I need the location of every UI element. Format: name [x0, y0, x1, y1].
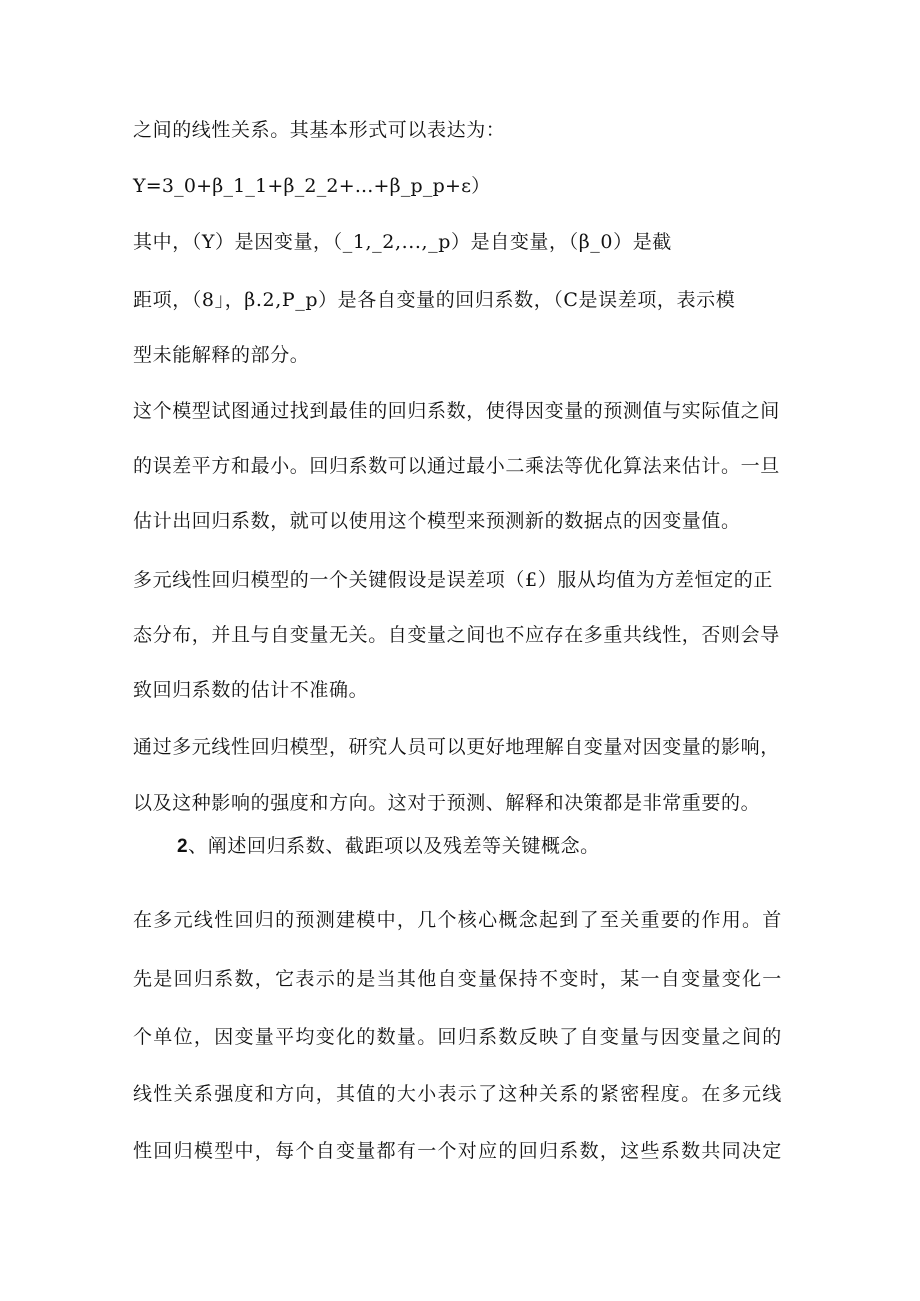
paragraph-line: 个单位，因变量平均变化的数量。回归系数反映了自变量与因变量之间的 — [133, 1026, 783, 1048]
formula-line: Y=3_0+β_1_1+β_2_2+...+β_p_p+ε） — [133, 175, 491, 197]
section-heading — [177, 833, 600, 860]
paragraph-line: 的误差平方和最小。回归系数可以通过最小二乘法等优化算法来估计。一旦 — [133, 455, 780, 477]
paragraph-line: 距项，（8」，β.2,P_p）是各自变量的回归系数，（C是误差项，表示模 — [133, 289, 736, 311]
paragraph-line: 在多元线性回归的预测建模中，几个核心概念起到了至关重要的作用。首 — [133, 909, 783, 931]
paragraph-line: 以及这种影响的强度和方向。这对于预测、解释和决策都是非常重要的。 — [133, 792, 761, 814]
paragraph-line: 估计出回归系数，就可以使用这个模型来预测新的数据点的因变量值。 — [133, 510, 741, 532]
paragraph-line: 性回归模型中，每个自变量都有一个对应的回归系数，这些系数共同决定 — [133, 1140, 783, 1162]
paragraph-line: 态分布，并且与自变量无关。自变量之间也不应存在多重共线性，否则会导 — [133, 624, 780, 646]
paragraph-line: 其中，（Y）是因变量，（_1,_2,...,_p）是自变量，（β_0）是截 — [133, 231, 672, 253]
paragraph-line: 通过多元线性回归模型，研究人员可以更好地理解自变量对因变量的影响， — [133, 736, 780, 758]
paragraph-line: 致回归系数的估计不准确。 — [133, 679, 369, 701]
section-number: 2 — [177, 836, 189, 857]
paragraph-line: 多元线性回归模型的一个关键假设是误差项（£）服从均值为方差恒定的正 — [133, 569, 773, 591]
paragraph-line: 线性关系强度和方向，其值的大小表示了这种关系的紧密程度。在多元线 — [133, 1083, 783, 1105]
paragraph-line: 之间的线性关系。其基本形式可以表达为： — [133, 119, 506, 141]
paragraph-line: 这个模型试图通过找到最佳的回归系数，使得因变量的预测值与实际值之间 — [133, 400, 780, 422]
section-heading-text: 、阐述回归系数、截距项以及残差等关键概念。 — [188, 835, 600, 857]
paragraph-line: 型未能解释的部分。 — [133, 344, 310, 366]
paragraph-line: 先是回归系数，它表示的是当其他自变量保持不变时，某一自变量变化一 — [133, 968, 783, 990]
